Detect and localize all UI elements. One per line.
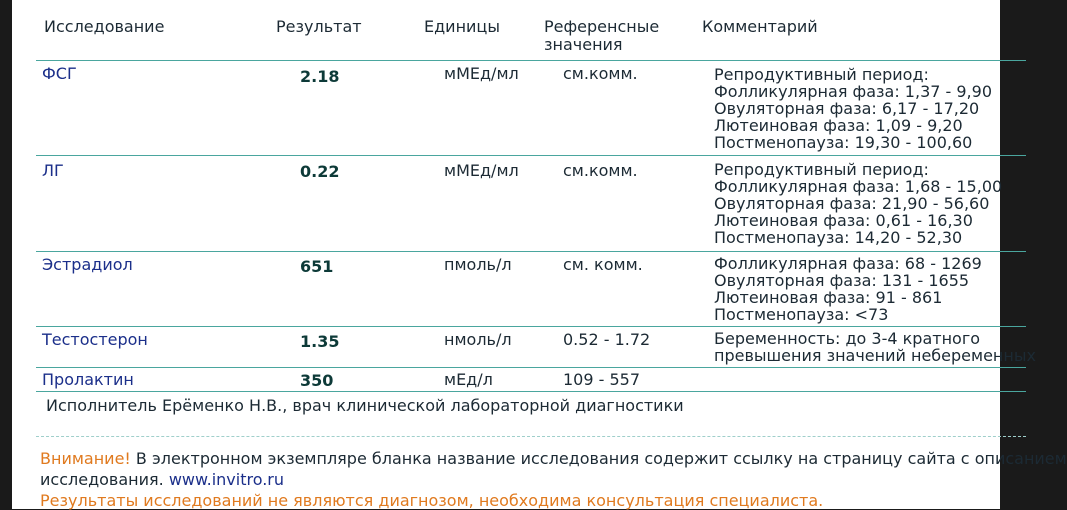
reference-value: 0.52 - 1.72 bbox=[563, 330, 651, 349]
comment-line: превышения значений небеременных bbox=[714, 346, 1036, 365]
result-value: 1.35 bbox=[300, 332, 340, 351]
comment-line: Лютеиновая фаза: 0,61 - 16,30 bbox=[714, 211, 973, 230]
comment-block bbox=[714, 330, 1036, 364]
study-name[interactable]: ФСГ bbox=[42, 64, 77, 83]
notice-text-2: исследования. bbox=[40, 470, 169, 489]
comment-line: Фолликулярная фаза: 68 - 1269 bbox=[714, 254, 982, 273]
notice-line-1 bbox=[40, 449, 1067, 468]
result-value: 350 bbox=[300, 371, 334, 390]
result-value: 651 bbox=[300, 257, 334, 276]
unit-value: нмоль/л bbox=[444, 330, 512, 349]
attention-label: Внимание! bbox=[40, 449, 131, 468]
reference-value: см.комм. bbox=[563, 161, 638, 180]
row-divider bbox=[36, 155, 1026, 156]
comment-line: Постменопауза: 14,20 - 52,30 bbox=[714, 228, 963, 247]
performer: Исполнитель Ерёменко Н.В., врач клинической лабораторной диагностики bbox=[46, 396, 684, 415]
invitro-link[interactable]: www.invitro.ru bbox=[168, 470, 284, 489]
row-divider bbox=[36, 391, 1026, 392]
row-divider bbox=[36, 326, 1026, 327]
comment-line: Репродуктивный период: bbox=[714, 65, 929, 84]
comment-line: Фолликулярная фаза: 1,37 - 9,90 bbox=[714, 82, 992, 101]
unit-value: пмоль/л bbox=[444, 255, 512, 274]
comment-block bbox=[714, 161, 1002, 246]
header-reference-line2: значения bbox=[544, 35, 623, 54]
disclaimer: Результаты исследований не являются диагнозом, необходима консультация специалиста. bbox=[40, 491, 824, 510]
notice-divider bbox=[36, 436, 1026, 437]
comment-block bbox=[714, 255, 982, 323]
result-value: 2.18 bbox=[300, 67, 340, 86]
unit-value: мЕд/л bbox=[444, 370, 493, 389]
comment-line: Овуляторная фаза: 21,90 - 56,60 bbox=[714, 194, 990, 213]
header-units: Единицы bbox=[424, 17, 500, 36]
row-divider bbox=[36, 251, 1026, 252]
reference-value: см.комм. bbox=[563, 64, 638, 83]
comment-line: Репродуктивный период: bbox=[714, 160, 929, 179]
notice-line-2 bbox=[40, 470, 284, 489]
lab-report-page bbox=[12, 0, 1067, 510]
unit-value: мМЕд/мл bbox=[444, 64, 519, 83]
study-name[interactable]: Пролактин bbox=[42, 370, 134, 389]
header-comment: Комментарий bbox=[702, 17, 818, 36]
comment-line: Постменопауза: 19,30 - 100,60 bbox=[714, 133, 973, 152]
comment-line: Овуляторная фаза: 6,17 - 17,20 bbox=[714, 99, 980, 118]
comment-line: Постменопауза: <73 bbox=[714, 305, 889, 324]
comment-line: Овуляторная фаза: 131 - 1655 bbox=[714, 271, 970, 290]
study-name[interactable]: Тестостерон bbox=[42, 330, 148, 349]
header-reference bbox=[544, 18, 659, 54]
study-name[interactable]: ЛГ bbox=[42, 161, 64, 180]
row-divider bbox=[36, 367, 1026, 368]
header-divider bbox=[36, 60, 1026, 61]
reference-value: 109 - 557 bbox=[563, 370, 641, 389]
header-result: Результат bbox=[276, 17, 362, 36]
reference-value: см. комм. bbox=[563, 255, 643, 274]
comment-line: Лютеиновая фаза: 1,09 - 9,20 bbox=[714, 116, 963, 135]
header-study: Исследование bbox=[44, 17, 165, 36]
header-reference-line1: Референсные bbox=[544, 17, 660, 36]
comment-line: Беременность: до 3-4 кратного bbox=[714, 329, 981, 348]
result-value: 0.22 bbox=[300, 162, 340, 181]
study-name[interactable]: Эстрадиол bbox=[42, 255, 133, 274]
comment-block bbox=[714, 66, 992, 151]
unit-value: мМЕд/мл bbox=[444, 161, 519, 180]
comment-line: Фолликулярная фаза: 1,68 - 15,00 bbox=[714, 177, 1003, 196]
comment-line: Лютеиновая фаза: 91 - 861 bbox=[714, 288, 943, 307]
notice-text-1: В электронном экземпляре бланка название исследования содержит ссылку на страницу сайта с описанием bbox=[130, 449, 1067, 468]
